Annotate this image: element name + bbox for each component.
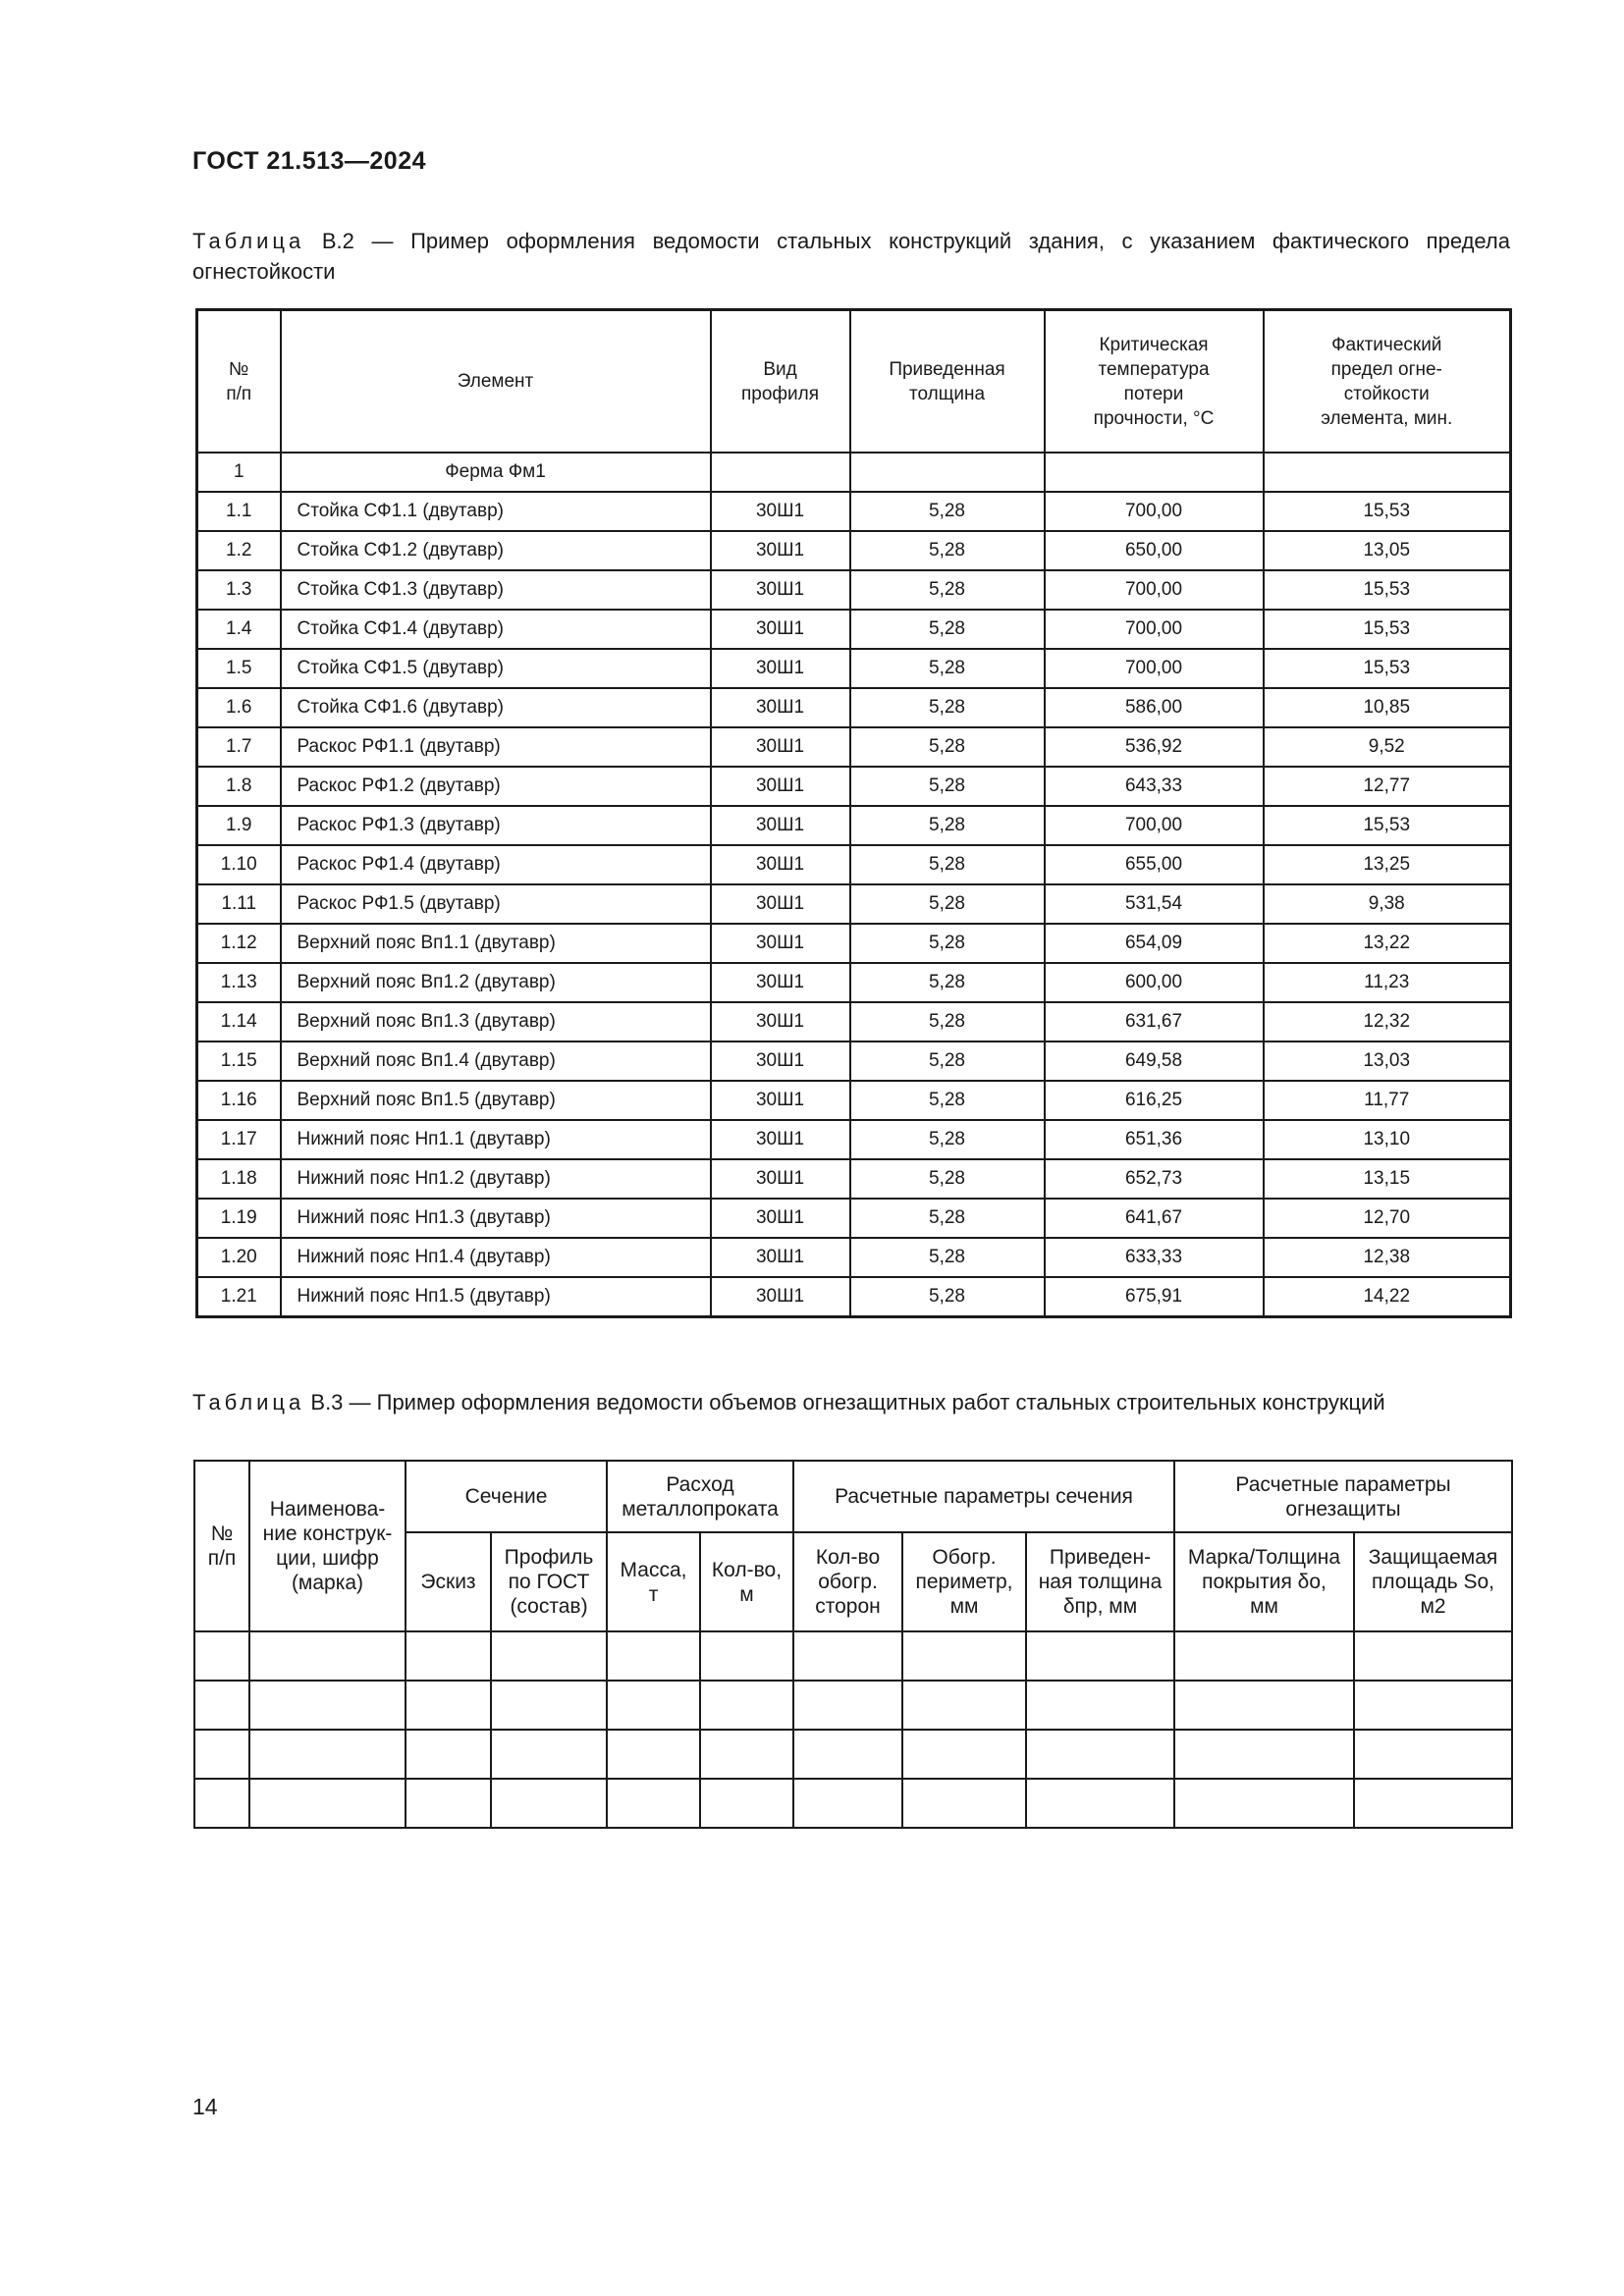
table-cell: Раскос РФ1.5 (двутавр): [281, 884, 711, 924]
table-cell: Нижний пояс Нп1.2 (двутавр): [281, 1159, 711, 1199]
table-cell: 700,00: [1045, 492, 1264, 531]
table-cell: Ферма Фм1: [281, 453, 711, 492]
table-cell: Нижний пояс Нп1.3 (двутавр): [281, 1199, 711, 1238]
table-cell: Верхний пояс Вп1.4 (двутавр): [281, 1041, 711, 1081]
table-row: [194, 1779, 1512, 1828]
table-cell: [711, 453, 850, 492]
table-cell: 652,73: [1045, 1159, 1264, 1199]
table-cell: [1026, 1779, 1174, 1828]
table-cell: Стойка СФ1.4 (двутавр): [281, 610, 711, 649]
table-cell: [1045, 453, 1264, 492]
table-row: [197, 688, 1511, 727]
table-row: [197, 649, 1511, 688]
table-cell: 11,23: [1264, 963, 1511, 1002]
table-cell: 1.16: [197, 1081, 281, 1120]
table-cell: Стойка СФ1.3 (двутавр): [281, 570, 711, 610]
table-cell: [249, 1631, 406, 1681]
table-cell: 30Ш1: [711, 924, 850, 963]
table-row: [197, 806, 1511, 845]
table-cell: 5,28: [850, 767, 1045, 806]
table-cell: 15,53: [1264, 492, 1511, 531]
table-cell: [1264, 453, 1511, 492]
table-b3-caption-text: В.3 — Пример оформления ведомости объемов огнезащитных работ стальных строительных конструкций: [310, 1390, 1385, 1415]
table-cell: [1174, 1779, 1354, 1828]
table-cell: 5,28: [850, 688, 1045, 727]
table-cell: [607, 1730, 700, 1779]
table-b3-header-section-params: Расчетные параметры сечения: [793, 1461, 1174, 1532]
table-cell: Нижний пояс Нп1.4 (двутавр): [281, 1238, 711, 1277]
document-standard-header: ГОСТ 21.513—2024: [192, 147, 427, 175]
table-cell: 1: [197, 453, 281, 492]
table-b3-header-sketch: Эскиз: [406, 1532, 491, 1631]
table-cell: Раскос РФ1.3 (двутавр): [281, 806, 711, 845]
table-b2-caption-text: В.2 — Пример оформления ведомости стальных конструкций здания, с указанием фактического предела огнестойкости: [192, 229, 1511, 284]
table-cell: 5,28: [850, 806, 1045, 845]
table-cell: Раскос РФ1.2 (двутавр): [281, 767, 711, 806]
table-cell: [249, 1730, 406, 1779]
table-cell: 1.6: [197, 688, 281, 727]
table-b3: [193, 1460, 1513, 1829]
table-cell: [491, 1779, 607, 1828]
table-cell: [249, 1779, 406, 1828]
table-cell: 633,33: [1045, 1238, 1264, 1277]
table-b3-header-protection-params: Расчетные параметры огнезащиты: [1174, 1461, 1512, 1532]
table-cell: 12,77: [1264, 767, 1511, 806]
table-cell: [1354, 1681, 1512, 1730]
table-cell: 30Ш1: [711, 767, 850, 806]
table-cell: 5,28: [850, 1120, 1045, 1159]
table-cell: 700,00: [1045, 610, 1264, 649]
table-cell: 649,58: [1045, 1041, 1264, 1081]
table-cell: 15,53: [1264, 806, 1511, 845]
table-cell: 30Ш1: [711, 806, 850, 845]
table-cell: 1.20: [197, 1238, 281, 1277]
table-cell: 30Ш1: [711, 845, 850, 884]
table-cell: 5,28: [850, 1081, 1045, 1120]
table-cell: 1.9: [197, 806, 281, 845]
table-b3-header-consumption: Расход металлопроката: [607, 1461, 793, 1532]
table-cell: 531,54: [1045, 884, 1264, 924]
table-row: [197, 1041, 1511, 1081]
table-b2-header-cell: № п/п: [197, 310, 281, 454]
table-cell: Раскос РФ1.4 (двутавр): [281, 845, 711, 884]
table-row: [197, 1081, 1511, 1120]
table-cell: [1174, 1730, 1354, 1779]
table-cell: 13,15: [1264, 1159, 1511, 1199]
table-row: [197, 570, 1511, 610]
table-cell: 30Ш1: [711, 1041, 850, 1081]
table-cell: 30Ш1: [711, 492, 850, 531]
table-b3-header-section: Сечение: [406, 1461, 607, 1532]
table-cell: 13,25: [1264, 845, 1511, 884]
table-cell: 5,28: [850, 1277, 1045, 1317]
table-cell: 13,10: [1264, 1120, 1511, 1159]
table-cell: 30Ш1: [711, 610, 850, 649]
table-cell: [194, 1730, 249, 1779]
table-cell: 30Ш1: [711, 1081, 850, 1120]
table-cell: [700, 1779, 793, 1828]
table-cell: 651,36: [1045, 1120, 1264, 1159]
table-cell: [902, 1681, 1026, 1730]
table-b3-header-sides: Кол-во обогр. сторон: [793, 1532, 902, 1631]
table-cell: Стойка СФ1.6 (двутавр): [281, 688, 711, 727]
table-row: [197, 1002, 1511, 1041]
table-b3-body: [194, 1631, 1512, 1828]
table-cell: 1.2: [197, 531, 281, 570]
table-b3-header-name: Наименова- ние конструк- ции, шифр (марка): [249, 1461, 406, 1631]
table-cell: 1.21: [197, 1277, 281, 1317]
table-cell: [793, 1779, 902, 1828]
table-cell: 30Ш1: [711, 1002, 850, 1041]
table-cell: [194, 1681, 249, 1730]
table-cell: 1.15: [197, 1041, 281, 1081]
table-cell: [406, 1631, 491, 1681]
table-cell: 5,28: [850, 884, 1045, 924]
table-cell: Нижний пояс Нп1.5 (двутавр): [281, 1277, 711, 1317]
table-cell: [1174, 1631, 1354, 1681]
table-cell: [850, 453, 1045, 492]
table-b3-header-perimeter: Обогр. периметр, мм: [902, 1532, 1026, 1631]
table-cell: [1026, 1681, 1174, 1730]
table-row: [197, 1199, 1511, 1238]
table-cell: 13,05: [1264, 531, 1511, 570]
table-cell: [902, 1779, 1026, 1828]
table-cell: 1.1: [197, 492, 281, 531]
table-cell: 12,70: [1264, 1199, 1511, 1238]
table-cell: 536,92: [1045, 727, 1264, 767]
table-b3-header-mass: Масса, т: [607, 1532, 700, 1631]
table-cell: 1.14: [197, 1002, 281, 1041]
table-row: [197, 963, 1511, 1002]
table-cell: 5,28: [850, 492, 1045, 531]
table-b3-header-reduced-thickness: Приведен- ная толщина δпр, мм: [1026, 1532, 1174, 1631]
table-cell: [902, 1730, 1026, 1779]
table-cell: [194, 1779, 249, 1828]
table-cell: 1.18: [197, 1159, 281, 1199]
table-b3-group-header-row: [194, 1461, 1512, 1532]
table-cell: 1.11: [197, 884, 281, 924]
table-cell: [406, 1730, 491, 1779]
table-row: [197, 767, 1511, 806]
table-b3-caption-label: Таблица: [192, 1390, 305, 1415]
table-cell: [607, 1681, 700, 1730]
table-cell: Верхний пояс Вп1.5 (двутавр): [281, 1081, 711, 1120]
table-cell: 5,28: [850, 963, 1045, 1002]
table-b2-header-cell: Приведенная толщина: [850, 310, 1045, 454]
table-row: [197, 1120, 1511, 1159]
table-cell: 1.7: [197, 727, 281, 767]
table-cell: Верхний пояс Вп1.3 (двутавр): [281, 1002, 711, 1041]
table-cell: [194, 1631, 249, 1681]
table-cell: 5,28: [850, 531, 1045, 570]
table-cell: [700, 1730, 793, 1779]
table-cell: 30Ш1: [711, 1199, 850, 1238]
table-b2-header-cell: Фактический предел огне- стойкости элемента, мин.: [1264, 310, 1511, 454]
table-cell: 30Ш1: [711, 727, 850, 767]
table-cell: 1.19: [197, 1199, 281, 1238]
table-cell: 13,03: [1264, 1041, 1511, 1081]
table-cell: 700,00: [1045, 649, 1264, 688]
table-row: [197, 727, 1511, 767]
table-b3-header-num: № п/п: [194, 1461, 249, 1631]
table-cell: [249, 1681, 406, 1730]
table-cell: 650,00: [1045, 531, 1264, 570]
table-cell: 12,38: [1264, 1238, 1511, 1277]
table-b2: [195, 308, 1512, 1318]
table-b2-caption: [192, 226, 1510, 287]
table-cell: 5,28: [850, 1199, 1045, 1238]
table-cell: 5,28: [850, 924, 1045, 963]
table-row: [194, 1730, 1512, 1779]
table-cell: [793, 1730, 902, 1779]
table-b2-body: [197, 453, 1511, 1317]
table-cell: [1026, 1730, 1174, 1779]
table-cell: 5,28: [850, 1159, 1045, 1199]
table-cell: 631,67: [1045, 1002, 1264, 1041]
table-cell: Стойка СФ1.2 (двутавр): [281, 531, 711, 570]
table-cell: [406, 1681, 491, 1730]
table-row: [197, 610, 1511, 649]
table-cell: 1.4: [197, 610, 281, 649]
table-cell: [793, 1631, 902, 1681]
table-cell: [491, 1730, 607, 1779]
table-cell: 1.13: [197, 963, 281, 1002]
table-row: [194, 1681, 1512, 1730]
table-cell: 1.17: [197, 1120, 281, 1159]
table-cell: 586,00: [1045, 688, 1264, 727]
table-row: [197, 531, 1511, 570]
table-cell: 11,77: [1264, 1081, 1511, 1120]
table-cell: [1026, 1631, 1174, 1681]
table-cell: [406, 1779, 491, 1828]
table-b3-header-area: Защищаемая площадь Sо, м2: [1354, 1532, 1512, 1631]
table-cell: 15,53: [1264, 649, 1511, 688]
table-row: [194, 1631, 1512, 1681]
table-b3-header-coating: Марка/Толщина покрытия δо, мм: [1174, 1532, 1354, 1631]
table-cell: [1174, 1681, 1354, 1730]
table-cell: 14,22: [1264, 1277, 1511, 1317]
table-cell: 13,22: [1264, 924, 1511, 963]
table-row: [197, 845, 1511, 884]
table-cell: 654,09: [1045, 924, 1264, 963]
table-cell: [700, 1681, 793, 1730]
table-row: [197, 453, 1511, 492]
table-cell: 5,28: [850, 1041, 1045, 1081]
table-cell: 30Ш1: [711, 531, 850, 570]
table-cell: 9,38: [1264, 884, 1511, 924]
table-cell: Нижний пояс Нп1.1 (двутавр): [281, 1120, 711, 1159]
table-cell: [1354, 1631, 1512, 1681]
table-cell: 1.3: [197, 570, 281, 610]
table-cell: 5,28: [850, 1238, 1045, 1277]
table-cell: 5,28: [850, 727, 1045, 767]
table-cell: [1354, 1730, 1512, 1779]
table-b3-header-profile: Профиль по ГОСТ (состав): [491, 1532, 607, 1631]
table-cell: [491, 1631, 607, 1681]
table-b2-header-row: [197, 310, 1511, 454]
table-row: [197, 492, 1511, 531]
table-cell: 1.8: [197, 767, 281, 806]
table-cell: 30Ш1: [711, 1159, 850, 1199]
table-cell: 675,91: [1045, 1277, 1264, 1317]
table-cell: [1354, 1779, 1512, 1828]
table-cell: 12,32: [1264, 1002, 1511, 1041]
table-cell: 700,00: [1045, 806, 1264, 845]
table-cell: 15,53: [1264, 570, 1511, 610]
table-cell: 9,52: [1264, 727, 1511, 767]
table-row: [197, 1238, 1511, 1277]
table-b3-caption: [192, 1387, 1510, 1417]
table-cell: [793, 1681, 902, 1730]
table-cell: 1.10: [197, 845, 281, 884]
table-cell: 5,28: [850, 1002, 1045, 1041]
table-b3-header-count: Кол-во, м: [700, 1532, 793, 1631]
table-cell: 616,25: [1045, 1081, 1264, 1120]
table-cell: 5,28: [850, 845, 1045, 884]
table-b2-header-cell: Критическая температура потери прочности, °С: [1045, 310, 1264, 454]
table-row: [197, 924, 1511, 963]
table-cell: 30Ш1: [711, 963, 850, 1002]
table-cell: 1.5: [197, 649, 281, 688]
table-b2-header-cell: Элемент: [281, 310, 711, 454]
table-cell: 30Ш1: [711, 1277, 850, 1317]
table-cell: Стойка СФ1.1 (двутавр): [281, 492, 711, 531]
table-cell: Раскос РФ1.1 (двутавр): [281, 727, 711, 767]
table-cell: 655,00: [1045, 845, 1264, 884]
table-b2-header-cell: Вид профиля: [711, 310, 850, 454]
table-cell: [902, 1631, 1026, 1681]
table-cell: [607, 1779, 700, 1828]
table-cell: Верхний пояс Вп1.2 (двутавр): [281, 963, 711, 1002]
table-cell: 5,28: [850, 649, 1045, 688]
table-cell: [491, 1681, 607, 1730]
table-cell: 5,28: [850, 610, 1045, 649]
table-cell: [700, 1631, 793, 1681]
table-cell: 643,33: [1045, 767, 1264, 806]
page-number: 14: [192, 2094, 218, 2119]
table-cell: 5,28: [850, 570, 1045, 610]
table-cell: 1.12: [197, 924, 281, 963]
table-row: [197, 884, 1511, 924]
table-cell: [607, 1631, 700, 1681]
table-cell: 30Ш1: [711, 570, 850, 610]
table-cell: 30Ш1: [711, 1238, 850, 1277]
table-cell: 30Ш1: [711, 884, 850, 924]
table-cell: 641,67: [1045, 1199, 1264, 1238]
table-cell: 600,00: [1045, 963, 1264, 1002]
table-row: [197, 1277, 1511, 1317]
table-cell: 10,85: [1264, 688, 1511, 727]
table-cell: 30Ш1: [711, 1120, 850, 1159]
table-cell: Стойка СФ1.5 (двутавр): [281, 649, 711, 688]
table-cell: 15,53: [1264, 610, 1511, 649]
table-b2-caption-label: Таблица: [192, 229, 305, 253]
table-cell: 700,00: [1045, 570, 1264, 610]
table-row: [197, 1159, 1511, 1199]
table-cell: 30Ш1: [711, 688, 850, 727]
table-cell: Верхний пояс Вп1.1 (двутавр): [281, 924, 711, 963]
table-cell: 30Ш1: [711, 649, 850, 688]
